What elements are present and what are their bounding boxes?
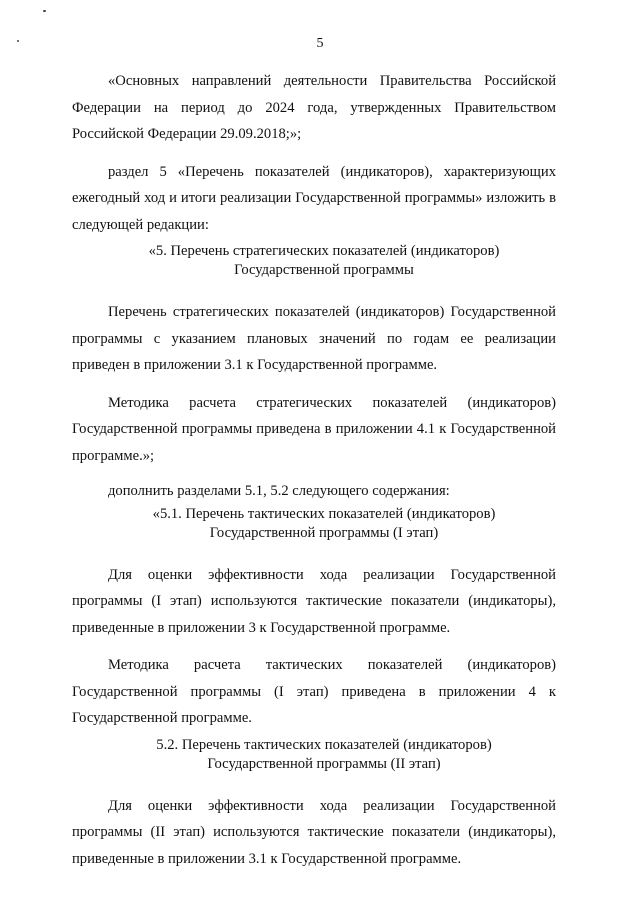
section-heading-5-2: [72, 736, 556, 774]
paragraph: Перечень стратегических показателей (индикаторов) Государственной программы с указанием плановых значений по годам ее реализации приведен в приложении 3.1 к Государственной программе.: [72, 304, 556, 373]
scan-speck: [43, 10, 46, 12]
heading-line: «5. Перечень стратегических показателей (индикаторов): [148, 243, 500, 259]
paragraph: «Основных направлений деятельности Правительства Российской Федерации на период до 2024 года, утвержденных Правительством Российской Федерации 29.09.2018;»;: [72, 73, 556, 142]
paragraph: Методика расчета тактических показателей (индикаторов) Государственной программы (I этап) приведена в приложении 4 к Государственной программе.: [72, 657, 556, 726]
paragraph: дополнить разделами 5.1, 5.2 следующего содержания:: [108, 483, 450, 499]
heading-line: Государственной программы (I этап): [209, 524, 439, 541]
heading-line: «5.1. Перечень тактических показателей (индикаторов): [152, 505, 496, 522]
heading-line: 5.2. Перечень тактических показателей (индикаторов): [156, 736, 492, 753]
section-heading-5: [72, 242, 556, 280]
heading-line: Государственной программы (II этап): [207, 755, 441, 772]
section-heading-5-1: [72, 505, 556, 543]
heading-line: Государственной программы: [234, 262, 414, 278]
page-number: 5: [316, 36, 324, 51]
paragraph: Для оценки эффективности хода реализации Государственной программы (II этап) используются тактические показатели (индикаторы), приведенные в приложении 3.1 к Государственной программе.: [72, 797, 556, 867]
paragraph: раздел 5 «Перечень показателей (индикаторов), характеризующих ежегодный ход и итоги реализации Государственной программы» изложить в следующей редакции:: [72, 163, 556, 233]
paragraph: Для оценки эффективности хода реализации Государственной программы (I этап) используются тактические показатели (индикаторы), приведенные в приложении 3 к Государственной программе.: [72, 566, 556, 636]
paragraph: Методика расчета стратегических показателей (индикаторов) Государственной программы приведена в приложении 4.1 к Государственной программе.»;: [72, 394, 556, 464]
document-body: [72, 68, 556, 872]
